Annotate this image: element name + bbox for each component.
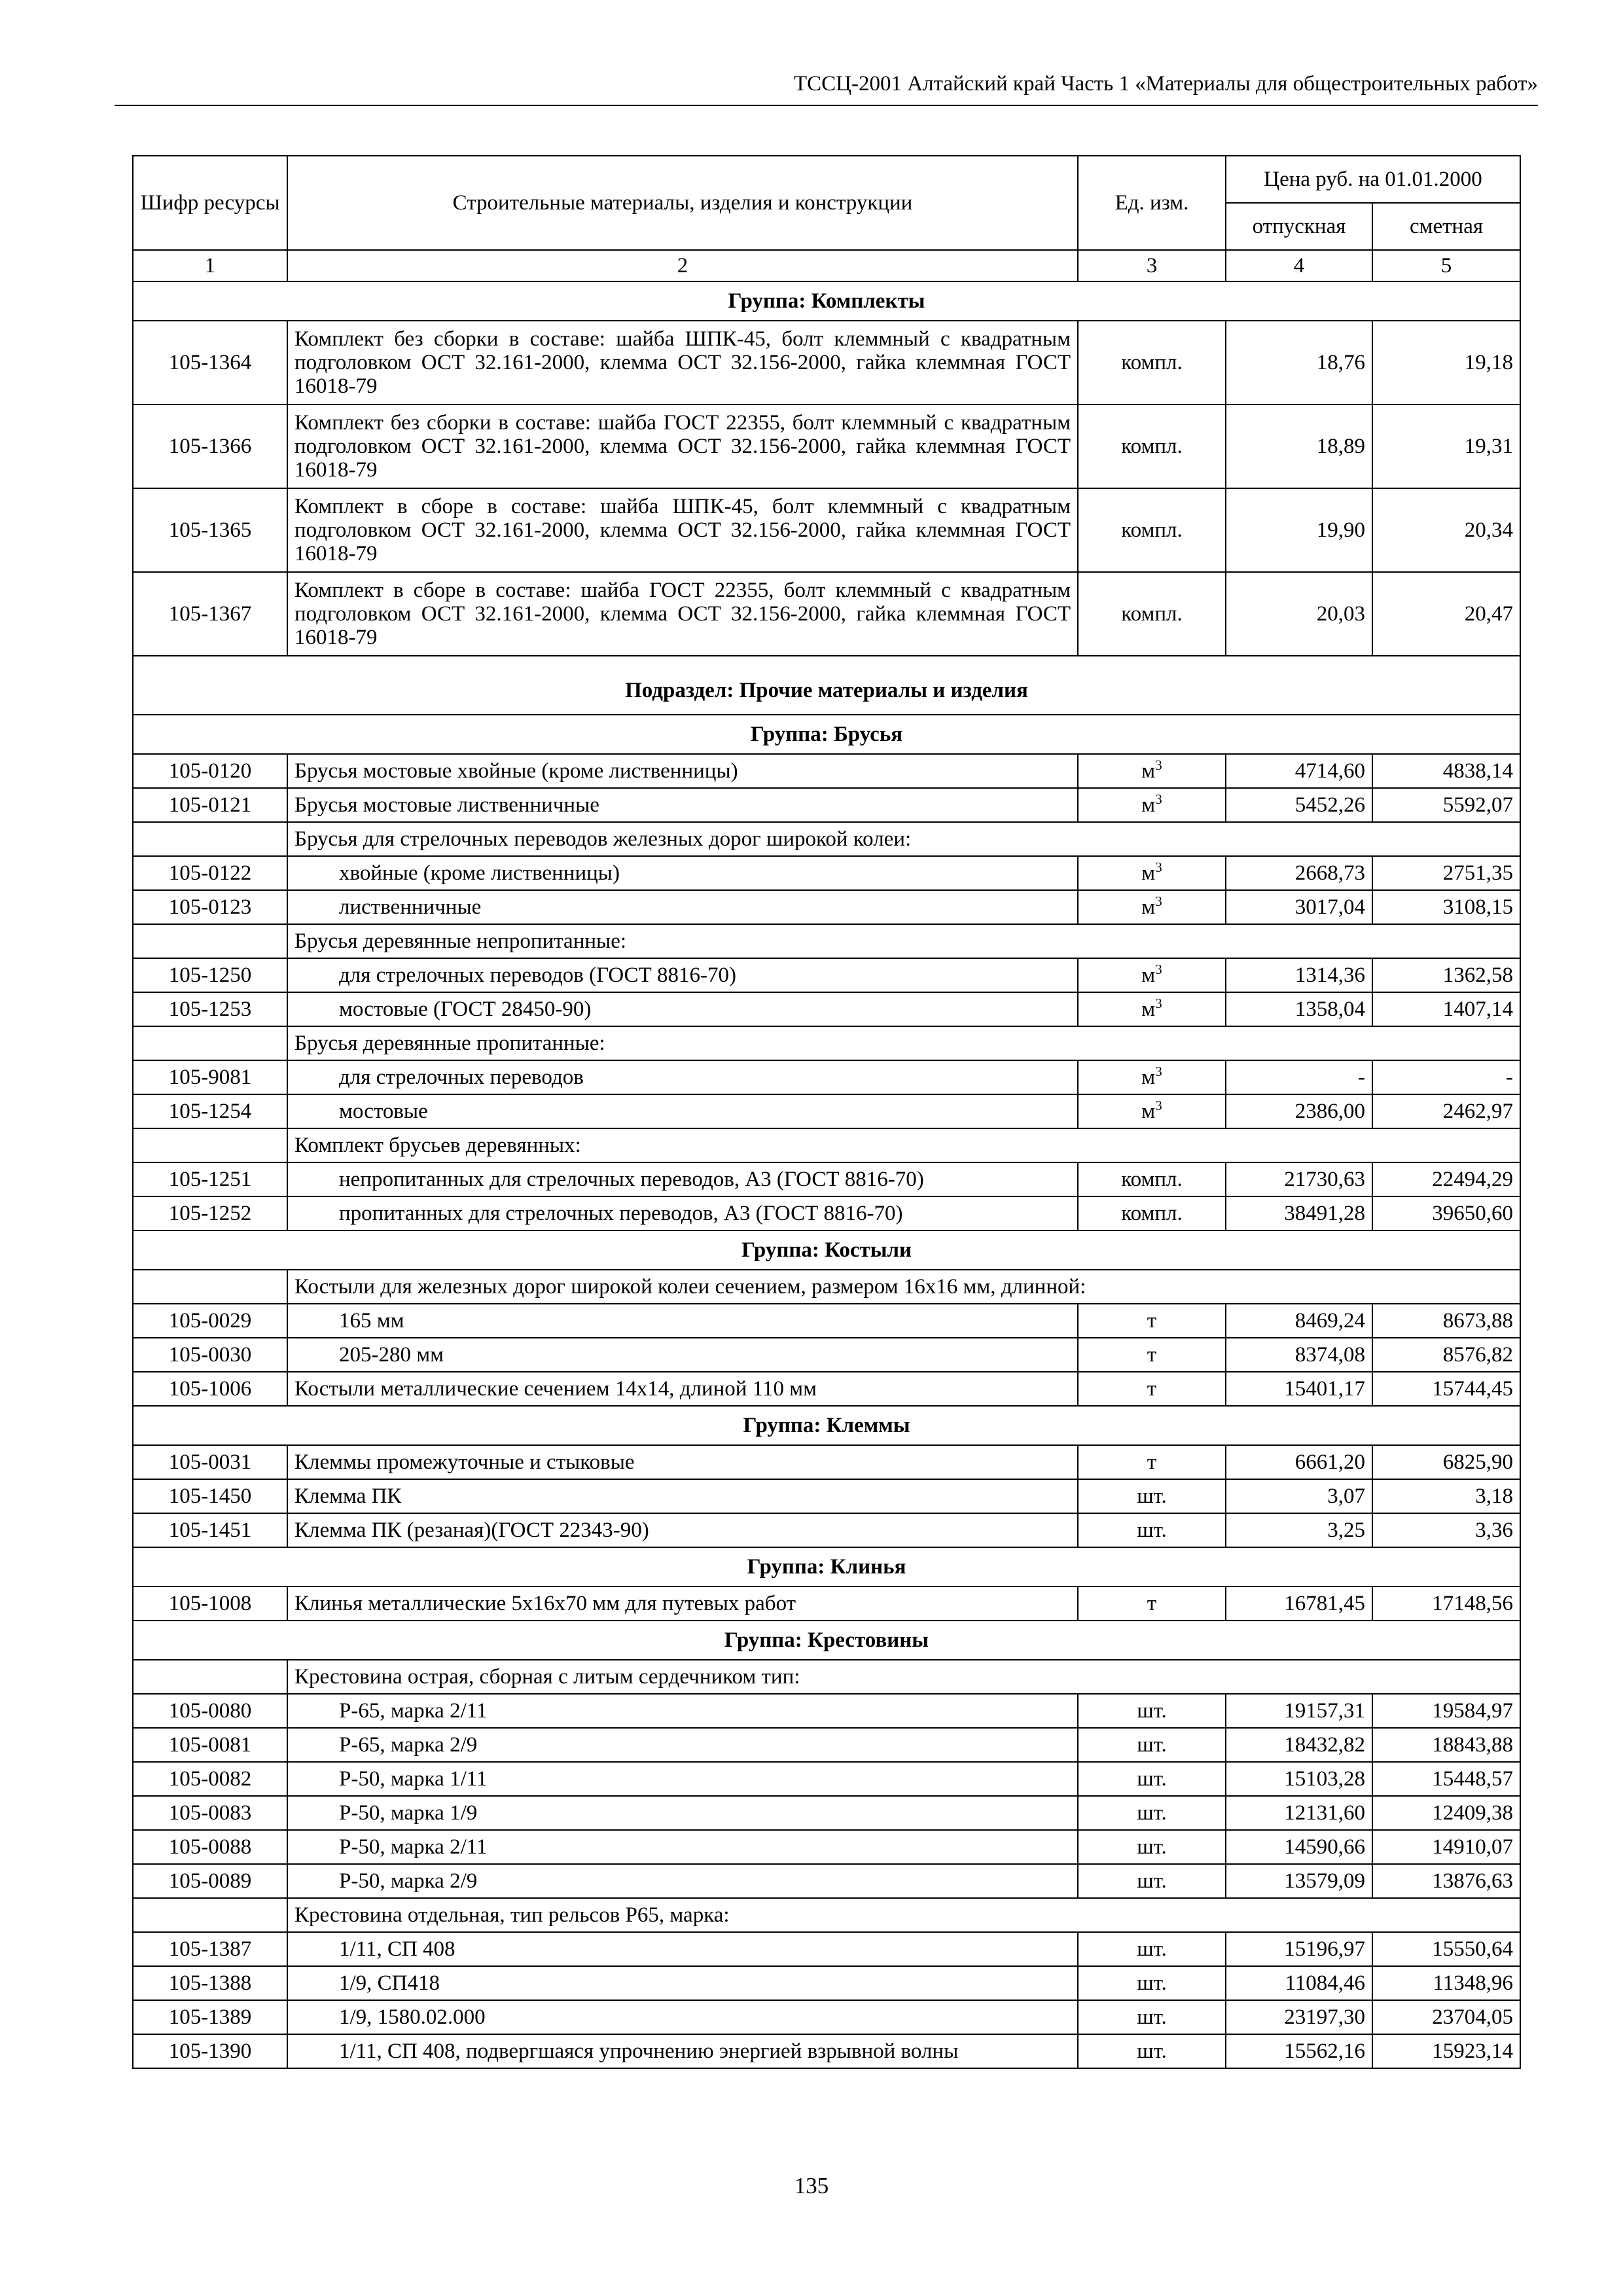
unit-cell (1078, 1587, 1226, 1621)
resource-code: 105-9081 (133, 1060, 287, 1094)
resource-code: 105-1364 (133, 321, 287, 404)
document-title: ТССЦ-2001 Алтайский край Часть 1 «Материалы для общестроительных работ» (793, 72, 1538, 96)
page-number: 135 (794, 2173, 829, 2198)
unit-cell (1078, 1479, 1226, 1513)
unit-cell (1078, 1372, 1226, 1406)
material-name: лиственничные (287, 890, 1078, 924)
estimate-price: 6825,90 (1372, 1445, 1520, 1479)
estimate-price: 17148,56 (1372, 1587, 1520, 1621)
resource-code: 105-0122 (133, 856, 287, 890)
unit-text: компл. (1121, 602, 1183, 626)
table-row (133, 992, 1520, 1026)
table-row (133, 488, 1520, 572)
unit-text: т (1147, 1309, 1157, 1333)
table-row (133, 1445, 1520, 1479)
table-row (133, 788, 1520, 822)
unit-text: шт. (1137, 1484, 1167, 1508)
estimate-price: 23704,05 (1372, 2000, 1520, 2034)
empty-code-cell (133, 822, 287, 856)
group-title: Группа: Комплекты (133, 281, 1520, 321)
empty-code-cell (133, 1128, 287, 1162)
release-price: 21730,63 (1226, 1162, 1372, 1196)
estimate-price: 4838,14 (1372, 754, 1520, 788)
empty-code-cell (133, 1898, 287, 1932)
material-name: Комплект в сборе в составе: шайба ГОСТ 22355, болт клеммный с квадратным подголовком ОСТ 32.161-2000, клемма ОСТ 32.156-2000, гайка клеммная ГОСТ 16018-79 (287, 572, 1078, 656)
estimate-price: 2751,35 (1372, 856, 1520, 890)
header-release-price: отпускная (1226, 203, 1372, 250)
estimate-price: 2462,97 (1372, 1094, 1520, 1128)
unit-text: шт. (1137, 1971, 1167, 1995)
subheading-text: Крестовина отдельная, тип рельсов Р65, марка: (287, 1898, 1520, 1932)
unit-cell (1078, 572, 1226, 656)
unit-cell (1078, 1196, 1226, 1230)
empty-code-cell (133, 1270, 287, 1304)
material-name: для стрелочных переводов (ГОСТ 8816-70) (287, 958, 1078, 992)
unit-text: т (1147, 1377, 1157, 1401)
header-unit: Ед. изм. (1078, 156, 1226, 250)
unit-superscript: 3 (1155, 1064, 1162, 1079)
price-table (132, 155, 1521, 2069)
resource-code: 105-1390 (133, 2034, 287, 2068)
unit-cell (1078, 788, 1226, 822)
unit-text: шт. (1137, 1801, 1167, 1825)
unit-text: м (1141, 861, 1156, 885)
unit-text: компл. (1121, 351, 1183, 374)
unit-cell (1078, 1338, 1226, 1372)
section-title: Подраздел: Прочие материалы и изделия (133, 656, 1520, 715)
subheading-row (133, 1660, 1520, 1694)
column-number: 4 (1226, 250, 1372, 281)
release-price: 15103,28 (1226, 1762, 1372, 1796)
material-name: 1/9, 1580.02.000 (287, 2000, 1078, 2034)
unit-cell (1078, 1932, 1226, 1966)
material-name: хвойные (кроме лиственницы) (287, 856, 1078, 890)
subheading-text: Комплект брусьев деревянных: (287, 1128, 1520, 1162)
release-price: 3,07 (1226, 1479, 1372, 1513)
table-row (133, 1694, 1520, 1728)
estimate-price: 1362,58 (1372, 958, 1520, 992)
group-row (133, 1621, 1520, 1660)
resource-code: 105-1366 (133, 404, 287, 488)
unit-text: м (1141, 997, 1156, 1021)
unit-superscript: 3 (1155, 996, 1162, 1011)
column-number: 3 (1078, 250, 1226, 281)
unit-cell (1078, 1094, 1226, 1128)
material-name: Комплект без сборки в составе: шайба ГОСТ 22355, болт клеммный с квадратным подголовком ОСТ 32.161-2000, клемма ОСТ 32.156-2000, гайка клеммная ГОСТ 16018-79 (287, 404, 1078, 488)
estimate-price: 20,47 (1372, 572, 1520, 656)
table-row (133, 321, 1520, 404)
table-row (133, 1762, 1520, 1796)
unit-superscript: 3 (1155, 859, 1162, 875)
estimate-price: 3108,15 (1372, 890, 1520, 924)
unit-text: т (1147, 1592, 1157, 1615)
resource-code: 105-0083 (133, 1796, 287, 1830)
material-name: Костыли металлические сечением 14х14, длиной 110 мм (287, 1372, 1078, 1406)
group-title: Группа: Костыли (133, 1230, 1520, 1270)
estimate-price: 5592,07 (1372, 788, 1520, 822)
group-title: Группа: Клинья (133, 1547, 1520, 1587)
material-name: пропитанных для стрелочных переводов, А3 (ГОСТ 8816-70) (287, 1196, 1078, 1230)
release-price: 2668,73 (1226, 856, 1372, 890)
resource-code: 105-0030 (133, 1338, 287, 1372)
group-row (133, 281, 1520, 321)
unit-text: шт. (1137, 1937, 1167, 1961)
unit-text: шт. (1137, 2039, 1167, 2063)
material-name: Брусья мостовые хвойные (кроме лиственницы) (287, 754, 1078, 788)
unit-text: шт. (1137, 1733, 1167, 1757)
estimate-price: 12409,38 (1372, 1796, 1520, 1830)
unit-text: т (1147, 1343, 1157, 1367)
estimate-price: 15744,45 (1372, 1372, 1520, 1406)
material-name: 165 мм (287, 1304, 1078, 1338)
table-row (133, 2000, 1520, 2034)
release-price: 8469,24 (1226, 1304, 1372, 1338)
resource-code: 105-1252 (133, 1196, 287, 1230)
group-title: Группа: Брусья (133, 715, 1520, 754)
unit-text: шт. (1137, 1518, 1167, 1542)
unit-text: шт. (1137, 1767, 1167, 1791)
unit-superscript: 3 (1155, 893, 1162, 909)
unit-text: шт. (1137, 1699, 1167, 1723)
subheading-row (133, 1270, 1520, 1304)
release-price: 15401,17 (1226, 1372, 1372, 1406)
estimate-price: 3,36 (1372, 1513, 1520, 1547)
estimate-price: 8576,82 (1372, 1338, 1520, 1372)
material-name: Клемма ПК (287, 1479, 1078, 1513)
subheading-text: Брусья для стрелочных переводов железных дорог широкой колеи: (287, 822, 1520, 856)
table-row (133, 1196, 1520, 1230)
page-header (115, 71, 1538, 106)
release-price: - (1226, 1060, 1372, 1094)
resource-code: 105-0029 (133, 1304, 287, 1338)
table-row (133, 1372, 1520, 1406)
material-name: Р-65, марка 2/11 (287, 1694, 1078, 1728)
material-name: Комплект в сборе в составе: шайба ШПК-45, болт клеммный с квадратным подголовком ОСТ 32.161-2000, клемма ОСТ 32.156-2000, гайка клеммная ГОСТ 16018-79 (287, 488, 1078, 572)
section-row (133, 656, 1520, 715)
subheading-row (133, 1026, 1520, 1060)
unit-text: м (1141, 759, 1156, 783)
estimate-price: 15923,14 (1372, 2034, 1520, 2068)
estimate-price: 39650,60 (1372, 1196, 1520, 1230)
group-title: Группа: Крестовины (133, 1621, 1520, 1660)
estimate-price: 3,18 (1372, 1479, 1520, 1513)
estimate-price: 19,31 (1372, 404, 1520, 488)
unit-cell (1078, 1762, 1226, 1796)
material-name: 1/9, СП418 (287, 1966, 1078, 2000)
table-row (133, 404, 1520, 488)
resource-code: 105-1006 (133, 1372, 287, 1406)
unit-text: м (1141, 793, 1156, 817)
release-price: 18,76 (1226, 321, 1372, 404)
release-price: 6661,20 (1226, 1445, 1372, 1479)
unit-text: компл. (1121, 435, 1183, 458)
estimate-price: 14910,07 (1372, 1830, 1520, 1864)
release-price: 3,25 (1226, 1513, 1372, 1547)
column-number: 5 (1372, 250, 1520, 281)
material-name: Р-50, марка 1/9 (287, 1796, 1078, 1830)
unit-cell (1078, 1864, 1226, 1898)
resource-code: 105-1451 (133, 1513, 287, 1547)
material-name: непропитанных для стрелочных переводов, А3 (ГОСТ 8816-70) (287, 1162, 1078, 1196)
subheading-text: Крестовина острая, сборная с литым сердечником тип: (287, 1660, 1520, 1694)
release-price: 1314,36 (1226, 958, 1372, 992)
material-name: Клеммы промежуточные и стыковые (287, 1445, 1078, 1479)
release-price: 18432,82 (1226, 1728, 1372, 1762)
table-row (133, 1338, 1520, 1372)
table-row (133, 958, 1520, 992)
unit-text: м (1141, 963, 1156, 987)
resource-code: 105-0089 (133, 1864, 287, 1898)
unit-text: компл. (1121, 1202, 1183, 1225)
unit-cell (1078, 1728, 1226, 1762)
unit-cell (1078, 1830, 1226, 1864)
subheading-row (133, 1128, 1520, 1162)
subheading-text: Брусья деревянные пропитанные: (287, 1026, 1520, 1060)
estimate-price: 18843,88 (1372, 1728, 1520, 1762)
group-title: Группа: Клеммы (133, 1406, 1520, 1445)
unit-text: компл. (1121, 1168, 1183, 1191)
estimate-price: 19,18 (1372, 321, 1520, 404)
resource-code: 105-1388 (133, 1966, 287, 2000)
release-price: 16781,45 (1226, 1587, 1372, 1621)
table-row (133, 890, 1520, 924)
release-price: 18,89 (1226, 404, 1372, 488)
release-price: 5452,26 (1226, 788, 1372, 822)
estimate-price: 20,34 (1372, 488, 1520, 572)
estimate-price: 15448,57 (1372, 1762, 1520, 1796)
unit-cell (1078, 1513, 1226, 1547)
estimate-price: 22494,29 (1372, 1162, 1520, 1196)
material-name: Р-50, марка 2/9 (287, 1864, 1078, 1898)
material-name: мостовые (ГОСТ 28450-90) (287, 992, 1078, 1026)
unit-cell (1078, 1060, 1226, 1094)
subheading-row (133, 1898, 1520, 1932)
unit-cell (1078, 754, 1226, 788)
unit-text: м (1141, 1066, 1156, 1089)
estimate-price: 13876,63 (1372, 1864, 1520, 1898)
material-name: Р-65, марка 2/9 (287, 1728, 1078, 1762)
estimate-price: 8673,88 (1372, 1304, 1520, 1338)
table-row (133, 1304, 1520, 1338)
resource-code: 105-1365 (133, 488, 287, 572)
resource-code: 105-0088 (133, 1830, 287, 1864)
table-row (133, 1060, 1520, 1094)
unit-text: шт. (1137, 2005, 1167, 2029)
material-name: Клинья металлические 5х16х70 мм для путевых работ (287, 1587, 1078, 1621)
material-name: мостовые (287, 1094, 1078, 1128)
resource-code: 105-1254 (133, 1094, 287, 1128)
subheading-row (133, 924, 1520, 958)
unit-cell (1078, 1162, 1226, 1196)
table-row (133, 2034, 1520, 2068)
material-name: для стрелочных переводов (287, 1060, 1078, 1094)
release-price: 2386,00 (1226, 1094, 1372, 1128)
material-name: Клемма ПК (резаная)(ГОСТ 22343-90) (287, 1513, 1078, 1547)
unit-cell (1078, 1304, 1226, 1338)
header-code: Шифр ресурсы (133, 156, 287, 250)
resource-code: 105-0082 (133, 1762, 287, 1796)
subheading-text: Костыли для железных дорог широкой колеи сечением, размером 16х16 мм, длинной: (287, 1270, 1520, 1304)
resource-code: 105-0123 (133, 890, 287, 924)
release-price: 8374,08 (1226, 1338, 1372, 1372)
release-price: 23197,30 (1226, 2000, 1372, 2034)
unit-text: м (1141, 1100, 1156, 1123)
table-row (133, 572, 1520, 656)
unit-cell (1078, 2034, 1226, 2068)
table-row (133, 1830, 1520, 1864)
estimate-price: 15550,64 (1372, 1932, 1520, 1966)
empty-code-cell (133, 1026, 287, 1060)
unit-cell (1078, 1445, 1226, 1479)
resource-code: 105-0081 (133, 1728, 287, 1762)
unit-cell (1078, 1966, 1226, 2000)
material-name: Р-50, марка 1/11 (287, 1762, 1078, 1796)
subheading-row (133, 822, 1520, 856)
release-price: 20,03 (1226, 572, 1372, 656)
table-row (133, 1932, 1520, 1966)
unit-cell (1078, 488, 1226, 572)
unit-cell (1078, 890, 1226, 924)
unit-text: м (1141, 895, 1156, 919)
material-name: Брусья мостовые лиственничные (287, 788, 1078, 822)
unit-cell (1078, 321, 1226, 404)
resource-code: 105-1253 (133, 992, 287, 1026)
unit-superscript: 3 (1155, 1098, 1162, 1113)
table-row (133, 1162, 1520, 1196)
release-price: 38491,28 (1226, 1196, 1372, 1230)
resource-code: 105-1367 (133, 572, 287, 656)
column-number: 2 (287, 250, 1078, 281)
unit-cell (1078, 1796, 1226, 1830)
release-price: 15562,16 (1226, 2034, 1372, 2068)
subheading-text: Брусья деревянные непропитанные: (287, 924, 1520, 958)
table-row (133, 1513, 1520, 1547)
release-price: 4714,60 (1226, 754, 1372, 788)
estimate-price: 11348,96 (1372, 1966, 1520, 2000)
release-price: 3017,04 (1226, 890, 1372, 924)
resource-code: 105-0080 (133, 1694, 287, 1728)
unit-text: т (1147, 1450, 1157, 1474)
resource-code: 105-1250 (133, 958, 287, 992)
resource-code: 105-1387 (133, 1932, 287, 1966)
estimate-price: 1407,14 (1372, 992, 1520, 1026)
unit-superscript: 3 (1155, 757, 1162, 773)
resource-code: 105-0031 (133, 1445, 287, 1479)
table-row (133, 1587, 1520, 1621)
table-row (133, 1094, 1520, 1128)
table-row (133, 1796, 1520, 1830)
unit-cell (1078, 992, 1226, 1026)
group-row (133, 1406, 1520, 1445)
empty-code-cell (133, 1660, 287, 1694)
group-row (133, 1547, 1520, 1587)
release-price: 15196,97 (1226, 1932, 1372, 1966)
material-name: 205-280 мм (287, 1338, 1078, 1372)
header-name: Строительные материалы, изделия и конструкции (287, 156, 1078, 250)
resource-code: 105-0120 (133, 754, 287, 788)
unit-cell (1078, 1694, 1226, 1728)
material-name: 1/11, СП 408 (287, 1932, 1078, 1966)
unit-cell (1078, 856, 1226, 890)
release-price: 13579,09 (1226, 1864, 1372, 1898)
unit-text: шт. (1137, 1869, 1167, 1893)
empty-code-cell (133, 924, 287, 958)
group-row (133, 715, 1520, 754)
resource-code: 105-1450 (133, 1479, 287, 1513)
unit-cell (1078, 2000, 1226, 2034)
resource-code: 105-1389 (133, 2000, 287, 2034)
table-row (133, 856, 1520, 890)
table-row (133, 1479, 1520, 1513)
group-row (133, 1230, 1520, 1270)
material-name: Комплект без сборки в составе: шайба ШПК-45, болт клеммный с квадратным подголовком ОСТ 32.161-2000, клемма ОСТ 32.156-2000, гайка клеммная ГОСТ 16018-79 (287, 321, 1078, 404)
header-price: Цена руб. на 01.01.2000 (1226, 156, 1520, 203)
release-price: 11084,46 (1226, 1966, 1372, 2000)
unit-cell (1078, 958, 1226, 992)
release-price: 12131,60 (1226, 1796, 1372, 1830)
resource-code: 105-1251 (133, 1162, 287, 1196)
table-row (133, 1966, 1520, 2000)
release-price: 1358,04 (1226, 992, 1372, 1026)
unit-text: шт. (1137, 1835, 1167, 1859)
table-row (133, 754, 1520, 788)
release-price: 14590,66 (1226, 1830, 1372, 1864)
unit-superscript: 3 (1155, 961, 1162, 977)
estimate-price: 19584,97 (1372, 1694, 1520, 1728)
unit-superscript: 3 (1155, 791, 1162, 807)
unit-cell (1078, 404, 1226, 488)
release-price: 19157,31 (1226, 1694, 1372, 1728)
resource-code: 105-0121 (133, 788, 287, 822)
table-row (133, 1728, 1520, 1762)
header-estimate-price: сметная (1372, 203, 1520, 250)
material-name: Р-50, марка 2/11 (287, 1830, 1078, 1864)
release-price: 19,90 (1226, 488, 1372, 572)
column-number: 1 (133, 250, 287, 281)
unit-text: компл. (1121, 518, 1183, 542)
table-row (133, 1864, 1520, 1898)
material-name: 1/11, СП 408, подвергшаяся упрочнению энергией взрывной волны (287, 2034, 1078, 2068)
resource-code: 105-1008 (133, 1587, 287, 1621)
estimate-price: - (1372, 1060, 1520, 1094)
